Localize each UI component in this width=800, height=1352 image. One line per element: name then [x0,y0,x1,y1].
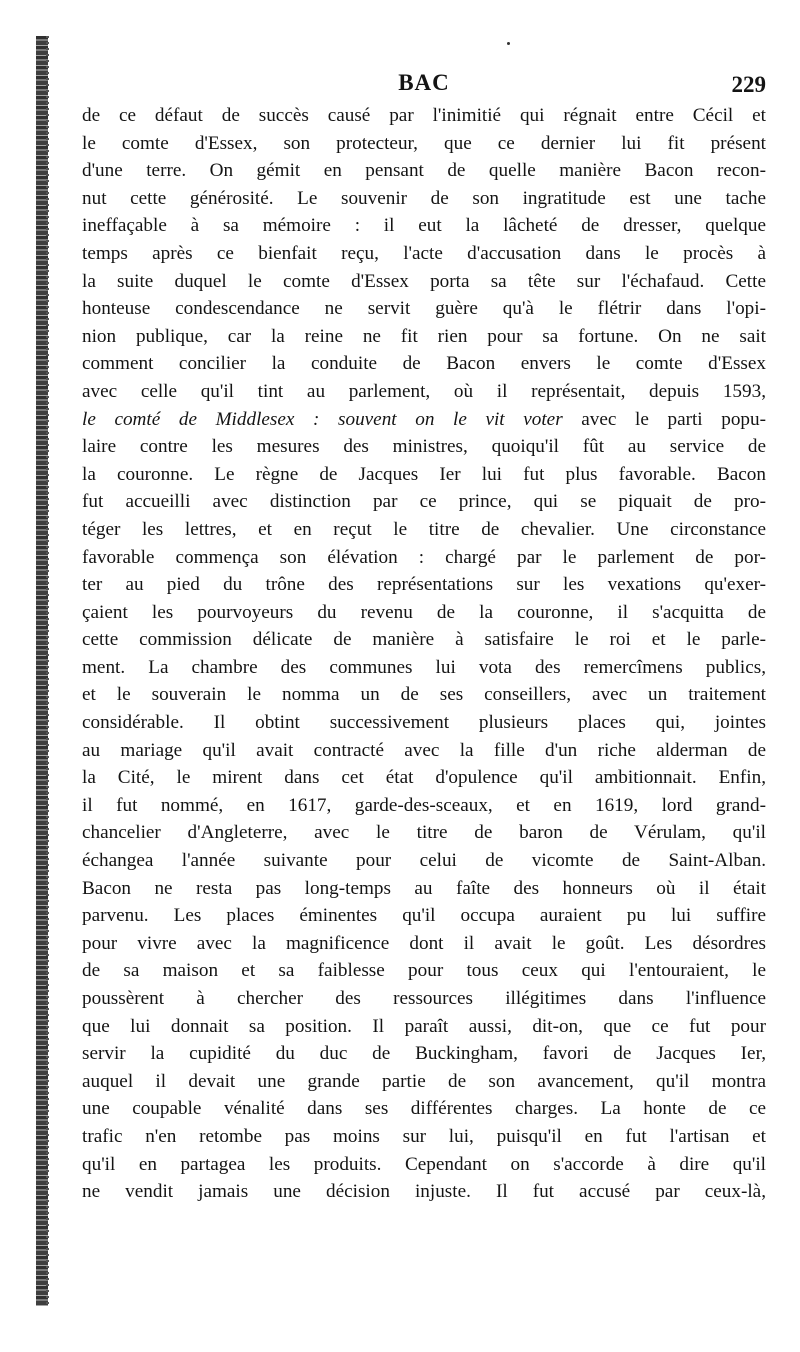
text-line: la Cité, le mirent dans cet état d'opulence qu'il ambitionnait. Enfin, [82,767,766,789]
running-head: BAC [398,70,450,95]
text-line: qu'il en partagea les produits. Cependant on s'accorde à dire qu'il [82,1153,766,1175]
text-line: servir la cupidité du duc de Buckingham, favori de Jacques Ier, [82,1043,766,1065]
text-line: ment. La chambre des communes lui vota des remercîmens publics, [82,656,766,678]
text-line: de sa maison et sa faiblesse pour tous ceux qui l'entouraient, le [82,960,766,982]
text-line: d'une terre. On gémit en pensant de quelle manière Bacon recon- [82,160,766,182]
text-body [82,102,766,1206]
text-line: laire contre les mesures des ministres, quoiqu'il fût au service de [82,436,766,458]
text-line: çaient les pourvoyeurs du revenu de la couronne, il s'acquitta de [82,601,766,623]
text-line: favorable commença son élévation : chargé par le parlement de por- [82,546,766,568]
text-line: parvenu. Les places éminentes qu'il occupa auraient pu lui suffire [82,905,766,927]
text-line: fut accueilli avec distinction par ce prince, qui se piquait de pro- [82,491,766,513]
text-line: trafic n'en retombe pas moins sur lui, puisqu'il en fut l'artisan et [82,1125,766,1147]
text-line: la suite duquel le comte d'Essex porta sa tête sur l'échafaud. Cette [82,270,766,292]
text-line: de ce défaut de succès causé par l'inimitié qui régnait entre Cécil et [82,105,766,126]
text-line: ter au pied du trône des représentations sur les vexations qu'exer- [82,574,766,596]
text-line: le comte d'Essex, son protecteur, que ce dernier lui fit présent [82,132,766,154]
text-line: et le souverain le nomma un de ses conseillers, avec un traitement [82,684,766,706]
text-line: au mariage qu'il avait contracté avec la fille d'un riche alderman de [82,739,766,761]
text-line: ineffaçable à sa mémoire : il eut la lâcheté de dresser, quelque [82,215,766,237]
text-line: ne vendit jamais une décision injuste. Il fut accusé par ceux-là, [82,1181,766,1203]
ink-speck [507,42,510,45]
text-line: que lui donnait sa position. Il paraît aussi, dit-on, que ce fut pour [82,1015,766,1037]
text-line: temps après ce bienfait reçu, l'acte d'accusation dans le procès à [82,242,766,264]
page-header [82,68,766,102]
text-line: le comté de Middlesex : souvent on le vit voter avec le parti popu- [82,408,767,430]
text-line: cette commission délicate de manière à satisfaire le roi et le parle- [82,629,766,651]
text-line: échangea l'année suivante pour celui de vicomte de Saint-Alban. [82,850,766,872]
text-line: téger les lettres, et en reçut le titre de chevalier. Une circonstance [82,518,766,540]
text-line: Bacon ne resta pas long-temps au faîte des honneurs où il était [82,877,766,899]
page-number: 229 [731,72,766,97]
text-line: comment concilier la conduite de Bacon envers le comte d'Essex [82,353,766,375]
text-line: honteuse condescendance ne servit guère qu'à le flétrir dans l'opi- [82,298,766,320]
text-line: la couronne. Le règne de Jacques Ier lui fut plus favorable. Bacon [82,463,766,485]
text-line: chancelier d'Angleterre, avec le titre de baron de Vérulam, qu'il [82,822,766,844]
text-line: une coupable vénalité dans ses différentes charges. La honte de ce [82,1098,766,1120]
text-line: avec celle qu'il tint au parlement, où il représentait, depuis 1593, [82,380,766,402]
text-line: considérable. Il obtint successivement plusieurs places qui, jointes [82,712,766,734]
text-line: pour vivre avec la magnificence dont il avait le goût. Les désordres [82,932,766,954]
binding-edge [36,36,48,1306]
text-line: poussèrent à chercher des ressources illégitimes dans l'influence [82,988,766,1009]
text-line: auquel il devait une grande partie de son avancement, qu'il montra [82,1070,766,1092]
text-line: nut cette générosité. Le souvenir de son ingratitude est une tache [82,187,766,209]
text-line: nion publique, car la reine ne fit rien pour sa fortune. On ne sait [82,325,766,347]
text-line: il fut nommé, en 1617, garde-des-sceaux, et en 1619, lord grand- [82,794,766,816]
